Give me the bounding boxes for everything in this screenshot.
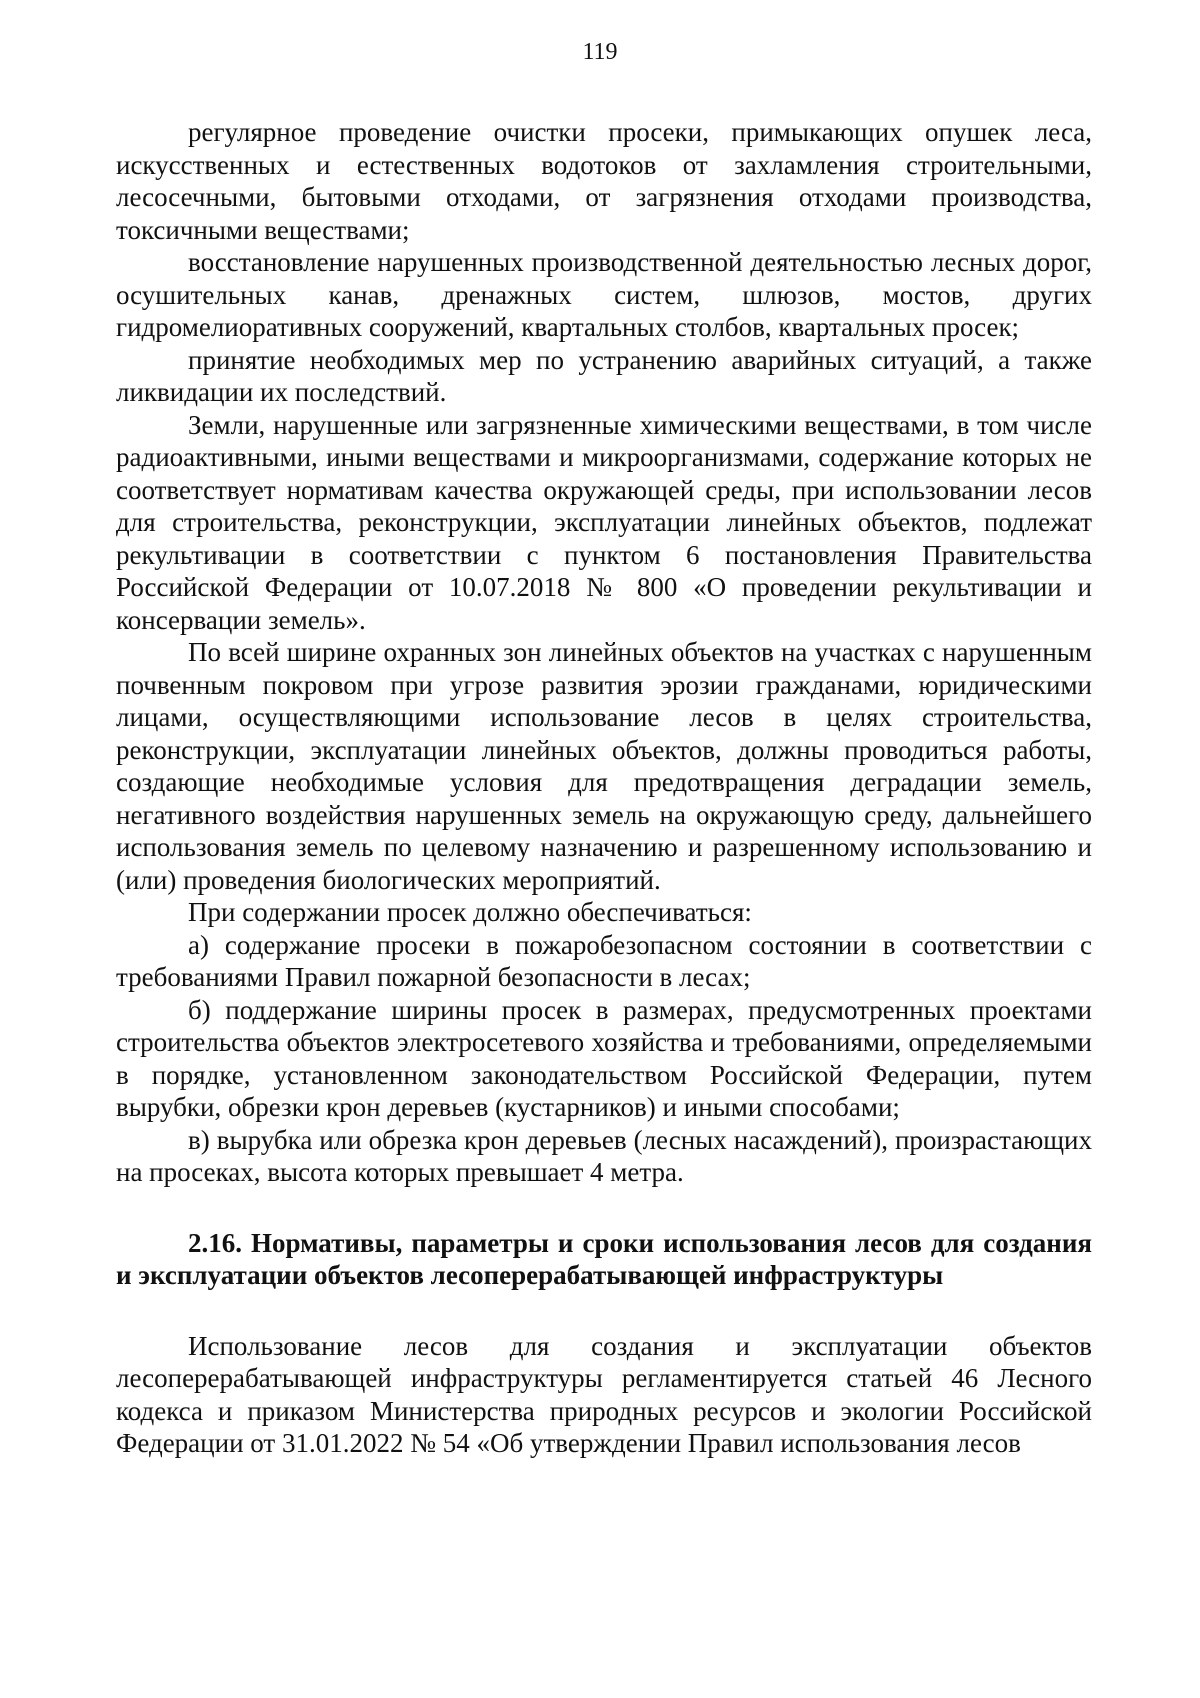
list-item-c: в) вырубка или обрезка крон деревьев (лесных насаждений), произрастающих на просеках, высота которых превышает 4 метра. — [116, 1124, 1092, 1187]
section-heading: 2.16. Нормативы, параметры и сроки использования лесов для создания и эксплуатации объектов лесоперерабатывающей инфраструктуры — [116, 1227, 1092, 1290]
paragraph-wood-processing-usage: Использование лесов для создания и эксплуатации объектов лесоперерабатывающей инфраструктуры регламентируется статьей 46 Лесного кодекса и приказом Министерства природных ресурсов и экологии Российской Федерации от 31.01.2022 № 54 «Об утверждении Правил использования лесов — [116, 1330, 1092, 1458]
page-number: 119 — [582, 39, 618, 65]
list-item-b: б) поддержание ширины просек в размерах, предусмотренных проектами строительства объектов электросетевого хозяйства и требованиями, определяемыми в порядке, установленном законодательством Российской Федерации, путем вырубки, обрезки крон деревьев (кустарников) и иными способами; — [116, 994, 1092, 1122]
paragraph-land-recultivation: Земли, нарушенные или загрязненные химическими веществами, в том числе радиоактивными, иными веществами и микроорганизмами, содержание которых не соответствует нормативам качества окружающей среды, при использовании лесов для строительства, реконструкции, эксплуатации линейных объектов, подлежат рекультивации в соответствии с пунктом 6 постановления Правительства Российской Федерации от 10.07.2018 № 800 «О проведении рекультивации и консервации земель». — [116, 409, 1092, 635]
document-body — [116, 116, 1092, 1460]
paragraph-protection-zones: По всей ширине охранных зон линейных объектов на участках с нарушенным почвенным покровом при угрозе развития эрозии гражданами, юридическими лицами, осуществляющими использование лесов в целях строительства, реконструкции, эксплуатации линейных объектов, должны проводиться работы, создающие необходимые условия для предотвращения деградации земель, негативного воздействия нарушенных земель на окружающую среду, дальнейшего использования земель по целевому назначению и разрешенному использованию и (или) проведения биологических мероприятий. — [116, 637, 1092, 895]
paragraph-restoration: восстановление нарушенных производственной деятельностью лесных дорог, осушительных канав, дренажных систем, шлюзов, мостов, других гидромелиоративных сооружений, квартальных столбов, квартальных просек; — [116, 247, 1092, 342]
paragraph-clearing-cleanup: регулярное проведение очистки просеки, примыкающих опушек леса, искусственных и естественных водотоков от захламления строительными, лесосечными, бытовыми отходами, от загрязнения отходами производства, токсичными веществами; — [116, 117, 1092, 245]
paragraph-emergency-measures: принятие необходимых мер по устранению аварийных ситуаций, а также ликвидации их последствий. — [116, 344, 1092, 407]
paragraph-clearing-maintenance-intro: При содержании просек должно обеспечиваться: — [188, 897, 752, 927]
list-item-a: а) содержание просеки в пожаробезопасном состоянии в соответствии с требованиями Правил пожарной безопасности в лесах; — [116, 929, 1092, 992]
